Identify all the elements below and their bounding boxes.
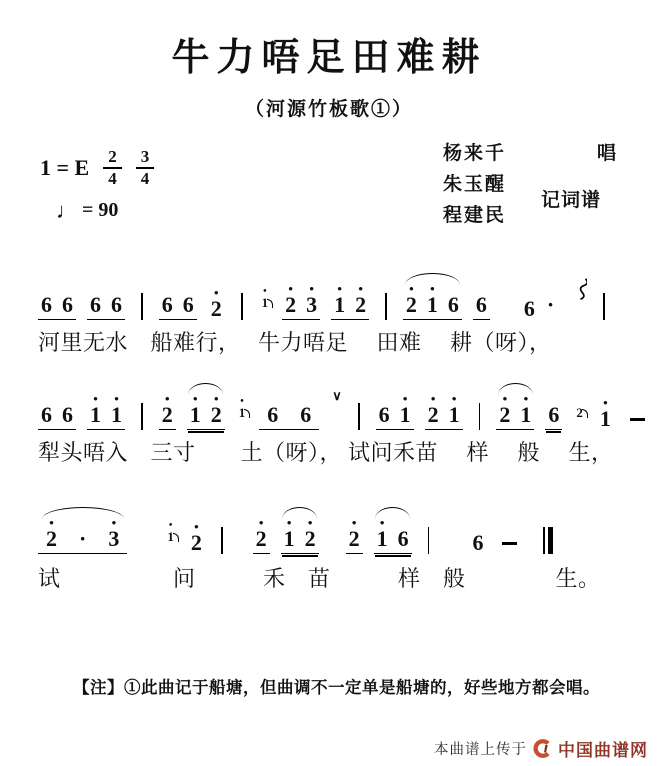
note-number: 1	[426, 292, 438, 317]
octave-dot: •	[114, 391, 119, 406]
octave-dot: •	[194, 519, 199, 534]
music-line-3	[38, 504, 553, 554]
key-time-row	[40, 148, 154, 188]
grace-note	[167, 520, 174, 544]
note-number: 2	[348, 526, 360, 551]
note-number: 6	[475, 292, 487, 317]
jianpu-note	[379, 396, 390, 426]
jianpu-note	[62, 396, 73, 426]
note-group	[164, 520, 177, 554]
note-number: 6	[111, 292, 122, 317]
jianpu-note	[427, 391, 439, 427]
note-group	[253, 515, 270, 554]
key-signature: 1 = E	[40, 154, 90, 180]
note-number: 2	[405, 292, 417, 317]
note-group	[208, 285, 225, 321]
final-bar-thin	[543, 527, 545, 554]
jianpu-note	[348, 515, 360, 551]
lyrics-line-2: 犁头唔入 三寸 土（呀）， 试问禾苗 样 般 生，	[38, 440, 614, 465]
note-number: 2	[576, 405, 583, 420]
jianpu-note	[79, 520, 86, 550]
jianpu-note	[355, 281, 367, 317]
jianpu-note	[472, 524, 483, 554]
note-number: 3	[306, 292, 318, 317]
octave-dot: •	[451, 391, 457, 406]
octave-dot: •	[168, 520, 173, 531]
jianpu-note	[426, 281, 438, 317]
note-number: 2	[499, 402, 511, 427]
slur-arc	[282, 507, 317, 519]
octave-dot: •	[309, 281, 314, 296]
jianpu-note	[210, 391, 222, 427]
time-signature-2: $\frac{3}{4}$	[136, 148, 155, 188]
note-number: 1	[448, 402, 460, 427]
note-number: 6	[523, 296, 535, 321]
credit-singer-role: 唱	[596, 143, 618, 164]
note-number: 2	[255, 526, 267, 551]
jianpu-note	[108, 515, 120, 551]
octave-dot: •	[258, 515, 264, 530]
final-barline	[543, 527, 552, 554]
note-number: 1	[111, 402, 122, 427]
barline	[428, 527, 430, 554]
note-number: 2	[355, 292, 367, 317]
jianpu-note	[162, 286, 173, 316]
song-subtitle: （河源竹板歌①）	[244, 99, 413, 120]
note-number: 2	[161, 402, 173, 427]
watermark-footer	[434, 736, 648, 761]
note-group	[38, 286, 76, 320]
barline	[141, 403, 143, 430]
octave-dot: •	[240, 396, 244, 407]
breath-mark: ∨	[332, 388, 342, 403]
jianpu-note	[285, 281, 297, 317]
jianpu-note	[398, 520, 409, 550]
note-group	[521, 290, 557, 320]
note-number: 2	[427, 402, 439, 427]
note-number: 6	[62, 402, 73, 427]
site-name: 中国曲谱网	[558, 741, 648, 760]
credit-recorder-role: 记词谱	[541, 189, 602, 211]
barline	[221, 527, 223, 554]
note-number: 1	[520, 402, 532, 427]
note-number: 6	[300, 402, 312, 427]
jianpu-note	[183, 286, 194, 316]
octave-dot: •	[502, 391, 508, 406]
barline	[385, 293, 387, 320]
wavy-ornament-icon	[576, 277, 587, 306]
jianpu-note	[111, 391, 122, 427]
octave-dot: •	[337, 281, 342, 296]
barline	[241, 293, 243, 320]
note-group	[425, 391, 463, 430]
tempo-marking	[56, 198, 154, 224]
octave-dot: •	[214, 391, 219, 406]
duration-dot: ·	[546, 292, 555, 317]
barline	[603, 293, 605, 320]
jianpu-note	[90, 391, 101, 427]
jianpu-note	[189, 391, 201, 427]
jianpu-note	[524, 290, 535, 320]
credit-recorder2-name: 程建民	[443, 205, 507, 226]
jianpu-note	[306, 281, 318, 317]
note-group	[374, 515, 412, 554]
slur-arc	[405, 273, 459, 285]
final-bar-thick	[548, 527, 553, 554]
note-number: 2	[46, 526, 57, 551]
note-number: 6	[548, 402, 560, 427]
jianpu-note	[283, 515, 295, 551]
jianpu-note	[499, 391, 511, 427]
quarter-note-icon: ♩	[56, 197, 78, 223]
jianpu-note	[448, 286, 459, 316]
song-title: 牛力唔足田难耕	[171, 37, 487, 79]
tempo-value: = 90	[82, 199, 119, 222]
lyrics-line-3: 试 问 禾 苗 样 般 生。	[38, 566, 601, 591]
note-group	[473, 286, 490, 320]
note-group	[282, 281, 320, 320]
octave-dot: •	[165, 391, 170, 406]
octave-dot: •	[402, 391, 408, 406]
jianpu-note	[190, 519, 202, 555]
grace-note	[238, 396, 246, 420]
octave-dot: •	[379, 515, 385, 530]
note-number: 1	[90, 402, 101, 427]
slur-arc	[188, 383, 223, 395]
barline	[358, 403, 360, 430]
octave-dot: •	[214, 285, 219, 300]
octave-dot: •	[307, 515, 313, 530]
note-number: 2	[285, 292, 297, 317]
octave-dot: •	[351, 515, 357, 530]
site-logo-icon	[533, 739, 552, 758]
jianpu-note	[548, 396, 559, 426]
jianpu-note	[267, 396, 278, 426]
jianpu-note	[399, 391, 411, 427]
note-group	[188, 519, 205, 555]
note-number: 1	[376, 526, 388, 551]
grace-note	[576, 400, 583, 419]
credits-block	[443, 138, 618, 227]
note-number: 6	[397, 526, 409, 551]
score-meta	[40, 148, 154, 224]
upload-text: 本曲谱上传于	[434, 742, 527, 758]
note-number: 6	[378, 402, 390, 427]
note-group	[259, 396, 319, 430]
octave-dot: •	[430, 281, 435, 296]
note-group	[545, 396, 562, 430]
jianpu-note	[520, 391, 532, 427]
jianpu-note	[210, 285, 222, 321]
music-line-2	[38, 380, 658, 430]
jianpu-note	[62, 286, 73, 316]
grace-note	[261, 286, 269, 310]
octave-dot: •	[111, 515, 117, 530]
note-group	[159, 286, 197, 320]
sustain-dash	[502, 542, 517, 545]
octave-dot: •	[286, 515, 292, 530]
octave-dot: •	[93, 391, 98, 406]
octave-dot: •	[49, 515, 54, 530]
note-number: 6	[161, 292, 173, 317]
note-number: 2	[190, 530, 202, 555]
jianpu-note	[304, 515, 316, 551]
jianpu-note	[161, 391, 173, 427]
note-number: 1	[283, 526, 295, 551]
jianpu-note	[376, 515, 388, 551]
note-number: 1	[167, 529, 174, 544]
time-signature-1: $\frac{2}{4}$	[103, 148, 122, 188]
sustain-dash	[630, 418, 645, 421]
octave-dot: •	[523, 391, 529, 406]
slur-arc	[498, 383, 533, 395]
note-group	[236, 396, 249, 430]
note-group	[403, 281, 462, 320]
jianpu-note	[255, 515, 267, 551]
note-number: 6	[41, 402, 52, 427]
note-group	[38, 515, 127, 554]
jianpu-note	[405, 281, 417, 317]
note-group	[346, 515, 363, 554]
note-group	[259, 286, 272, 320]
footnote: 【注】①此曲记于船塘，但曲调不一定单是船塘的，好些地方都会唱。	[73, 678, 600, 697]
octave-dot: •	[409, 281, 414, 296]
note-number: 6	[182, 292, 194, 317]
note-number: 1	[399, 402, 411, 427]
credit-singer-name: 杨来千	[443, 143, 507, 164]
note-group	[597, 395, 614, 431]
note-number: 2	[304, 526, 316, 551]
note-group	[376, 391, 414, 430]
jianpu-note	[334, 281, 346, 317]
note-number: 2	[210, 296, 222, 321]
note-number: 2	[210, 402, 222, 427]
note-number: ·	[79, 526, 87, 551]
jianpu-note	[41, 286, 52, 316]
note-group	[87, 286, 125, 320]
note-group	[331, 281, 369, 320]
jianpu-note	[448, 391, 460, 427]
jianpu-note	[46, 515, 57, 551]
jianpu-note	[111, 286, 122, 316]
octave-dot: •	[358, 281, 363, 296]
jianpu-note	[300, 396, 311, 426]
note-number: 6	[447, 292, 459, 317]
music-line-1	[38, 270, 610, 320]
note-number: 6	[472, 530, 484, 555]
note-group	[187, 391, 225, 430]
octave-dot: •	[263, 286, 267, 297]
note-number: 6	[62, 292, 73, 317]
barline	[479, 403, 481, 430]
octave-dot: •	[603, 395, 608, 410]
note-number: 1	[334, 292, 346, 317]
note-group	[469, 524, 486, 554]
note-group	[87, 391, 125, 430]
octave-dot: •	[430, 391, 436, 406]
note-group	[496, 391, 534, 430]
jianpu-note	[90, 286, 101, 316]
slur-arc	[42, 507, 124, 519]
octave-dot: •	[193, 391, 198, 406]
jianpu-note	[41, 396, 52, 426]
lyrics-line-1: 河里无水 船难行， 牛力唔足 田难 耕（呀），	[38, 330, 552, 355]
credit-recorder1-name: 朱玉醒	[443, 174, 507, 195]
slur-arc	[375, 507, 410, 519]
note-number: 1	[261, 295, 269, 310]
barline	[141, 293, 143, 320]
note-group	[159, 391, 176, 430]
jianpu-note	[476, 286, 487, 316]
octave-dot: •	[288, 281, 293, 296]
note-group	[281, 515, 319, 554]
note-number: 3	[108, 526, 120, 551]
note-number: 6	[267, 402, 279, 427]
note-number: 6	[90, 292, 101, 317]
note-group	[573, 405, 586, 430]
note-number: 6	[41, 292, 52, 317]
note-number: 1	[238, 405, 246, 420]
note-number: 1	[189, 402, 201, 427]
jianpu-note	[599, 395, 611, 431]
note-number: 1	[599, 406, 611, 431]
note-group	[38, 396, 76, 430]
